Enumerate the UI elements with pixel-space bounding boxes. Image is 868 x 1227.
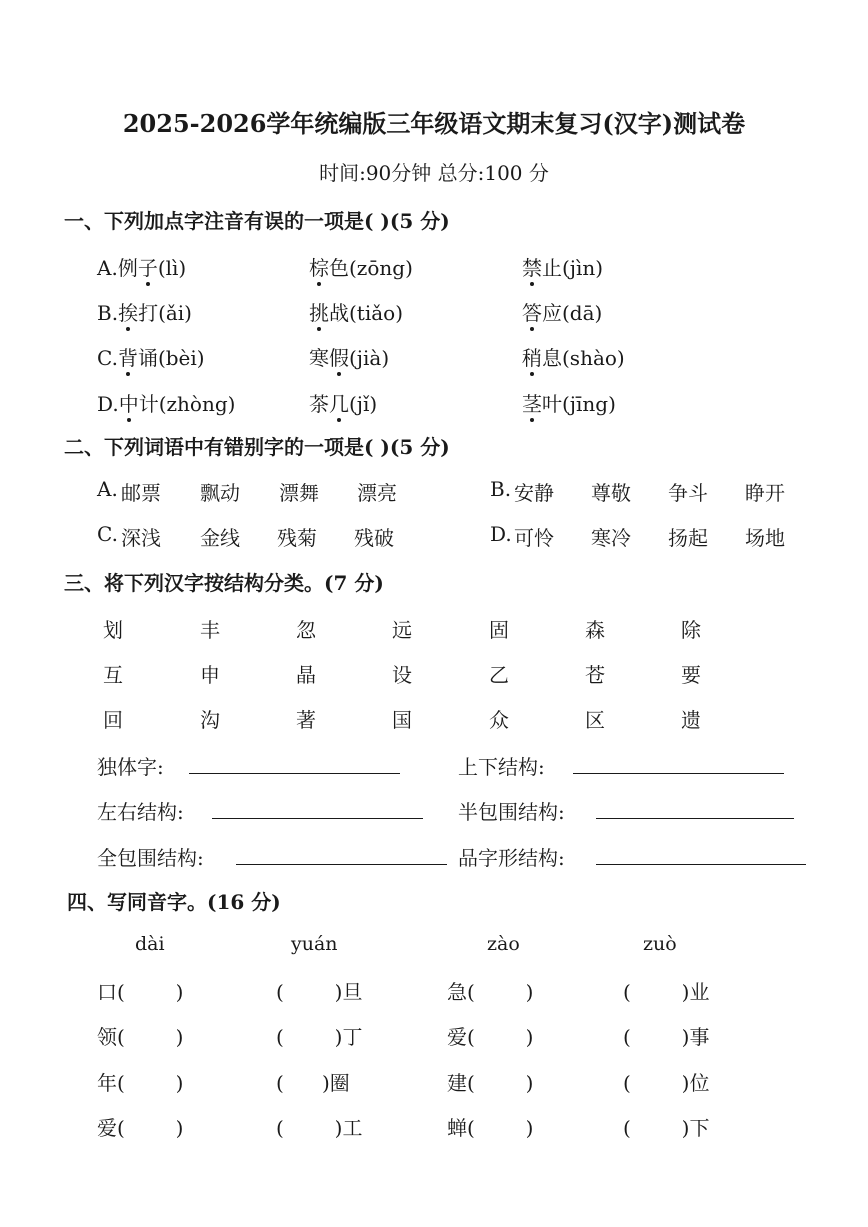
option-a-letter: A. [97, 477, 118, 501]
homophone-blank[interactable]: ( )旦 [276, 980, 363, 1004]
q1-option-d [97, 388, 235, 417]
grid-character: 固 [489, 618, 509, 642]
dotted-character: 棕 [309, 252, 329, 281]
word-character: 茶 [309, 392, 329, 416]
word-character: 打 [138, 301, 159, 325]
grid-character: 回 [103, 708, 123, 732]
option-d-word-2: 寒冷 [591, 526, 631, 550]
dotted-character: 茎 [522, 388, 542, 417]
option-b-word-3: 争斗 [668, 481, 708, 505]
pinyin-annotation: (lì) [157, 256, 187, 280]
dotted-character: 答 [522, 297, 542, 326]
pinyin-annotation: (zhòng) [158, 392, 236, 416]
option-b-word-2: 尊敬 [591, 481, 631, 505]
homophone-blank[interactable]: ( )下 [623, 1116, 710, 1140]
grid-character: 远 [392, 618, 412, 642]
label-single-structure: 独体字: [97, 755, 164, 779]
grid-character: 晶 [296, 663, 316, 687]
word-character: 叶 [542, 392, 562, 416]
section-2-heading: 二、下列词语中有错别字的一项是( )(5 分) [64, 435, 450, 459]
word-character: 色 [329, 256, 349, 280]
homophone-blank[interactable]: 年( ) [97, 1071, 184, 1095]
label-pin-shape: 品字形结构: [458, 846, 565, 870]
option-d-letter: D. [490, 522, 512, 546]
option-a-word-3: 漂舞 [279, 481, 319, 505]
grid-character: 众 [489, 708, 509, 732]
grid-character: 设 [392, 663, 412, 687]
option-a-word-1: 邮票 [121, 481, 161, 505]
grid-character: 沟 [200, 708, 220, 732]
homophone-blank[interactable]: 建( ) [447, 1071, 534, 1095]
q1-option-b [97, 297, 192, 326]
dotted-character: 几 [329, 388, 349, 417]
word-character: 战 [329, 301, 349, 325]
dotted-character: 挨 [118, 297, 138, 326]
grid-character: 互 [103, 663, 123, 687]
grid-character: 乙 [489, 663, 509, 687]
q1-option-item [309, 388, 377, 417]
pinyin-annotation: (jìn) [562, 256, 604, 280]
grid-character: 森 [585, 618, 605, 642]
q1-option-item [309, 297, 403, 326]
q1-option-item [522, 252, 603, 281]
option-d-word-3: 扬起 [668, 526, 708, 550]
grid-character: 国 [392, 708, 412, 732]
page-subtitle: 时间:90分钟 总分:100 分 [319, 161, 549, 185]
option-c-word-3: 残菊 [277, 526, 317, 550]
q1-option-c [97, 342, 205, 371]
homophone-blank[interactable]: ( )业 [623, 980, 710, 1004]
option-d-word-1: 可怜 [514, 526, 554, 550]
pinyin-annotation: (bèi) [157, 346, 205, 370]
homophone-blank[interactable]: 口( ) [97, 980, 184, 1004]
homophone-blank[interactable]: 急( ) [447, 980, 534, 1004]
dotted-character: 背 [118, 342, 138, 371]
section-4-heading: 四、写同音字。(16 分) [67, 890, 281, 914]
pinyin-yuan: yuán [291, 933, 338, 955]
grid-character: 除 [681, 618, 701, 642]
option-b-letter: B. [490, 477, 512, 501]
dotted-character: 稍 [522, 342, 542, 371]
word-character: 计 [138, 392, 159, 416]
grid-character: 遗 [681, 708, 701, 732]
homophone-blank[interactable]: 蝉( ) [447, 1116, 534, 1140]
option-letter: D. [97, 392, 119, 416]
option-c-word-1: 深浅 [121, 526, 161, 550]
label-top-bottom: 上下结构: [458, 755, 545, 779]
label-left-right: 左右结构: [97, 800, 184, 824]
option-a-word-2: 飘动 [200, 481, 240, 505]
grid-character: 丰 [200, 618, 220, 642]
homophone-blank[interactable]: ( )丁 [276, 1025, 363, 1049]
grid-character: 区 [585, 708, 605, 732]
word-character: 寒 [309, 346, 329, 370]
homophone-blank[interactable]: ( )事 [623, 1025, 710, 1049]
homophone-blank[interactable]: 爱( ) [447, 1025, 534, 1049]
dotted-character: 子 [138, 252, 158, 281]
answer-line-single-structure[interactable] [189, 772, 400, 774]
word-character: 息 [542, 346, 562, 370]
option-letter: A. [97, 256, 118, 280]
option-c-word-4: 残破 [354, 526, 394, 550]
homophone-blank[interactable]: ( )工 [276, 1116, 363, 1140]
word-character: 诵 [137, 346, 158, 370]
grid-character: 要 [681, 663, 701, 687]
option-a-word-4: 漂亮 [357, 481, 397, 505]
page-title: 2025-2026学年统编版三年级语文期末复习(汉字)测试卷 [122, 109, 746, 138]
pinyin-annotation: (jīng) [562, 392, 616, 416]
dotted-character: 中 [119, 388, 139, 417]
option-c-letter: C. [97, 522, 118, 546]
q1-option-item [522, 297, 602, 326]
grid-character: 划 [103, 618, 123, 642]
q1-option-a [97, 252, 186, 281]
pinyin-annotation: (zōng) [349, 256, 413, 280]
homophone-blank[interactable]: ( )位 [623, 1071, 710, 1095]
answer-line-left-right[interactable] [212, 817, 423, 819]
dotted-character: 挑 [309, 297, 329, 326]
q1-option-item [522, 342, 625, 371]
homophone-blank[interactable]: 爱( ) [97, 1116, 184, 1140]
option-b-word-4: 睁开 [745, 481, 785, 505]
pinyin-annotation: (shào) [562, 346, 625, 370]
q1-option-item [309, 252, 413, 281]
pinyin-annotation: (jǐ) [349, 392, 378, 416]
option-b-word-1: 安静 [514, 481, 554, 505]
option-c-word-2: 金线 [200, 526, 240, 550]
grid-character: 忽 [296, 618, 316, 642]
dotted-character: 禁 [522, 252, 542, 281]
pinyin-zao: zào [487, 933, 520, 955]
option-letter: B. [97, 301, 119, 325]
homophone-blank[interactable]: ( )圈 [276, 1071, 350, 1095]
pinyin-annotation: (jià) [349, 346, 390, 370]
pinyin-dai: dài [135, 933, 165, 955]
pinyin-zuo: zuò [643, 933, 677, 955]
grid-character: 著 [296, 708, 316, 732]
word-character: 止 [542, 256, 562, 280]
section-1-heading: 一、下列加点字注音有误的一项是( )(5 分) [64, 209, 450, 233]
dotted-character: 假 [329, 342, 349, 371]
pinyin-annotation: (ǎi) [158, 301, 192, 325]
word-character: 例 [117, 256, 138, 280]
q1-option-item [309, 342, 389, 371]
grid-character: 苍 [585, 663, 605, 687]
q1-option-item [522, 388, 616, 417]
homophone-blank[interactable]: 领( ) [97, 1025, 184, 1049]
option-letter: C. [97, 346, 118, 370]
answer-line-full-enclosed[interactable] [236, 863, 447, 865]
label-half-enclosed: 半包围结构: [458, 800, 565, 824]
pinyin-annotation: (tiǎo) [349, 301, 404, 325]
option-d-word-4: 场地 [745, 526, 785, 550]
grid-character: 申 [200, 663, 220, 687]
section-3-heading: 三、将下列汉字按结构分类。(7 分) [64, 571, 384, 595]
answer-line-pin-shape[interactable] [596, 863, 806, 865]
label-full-enclosed: 全包围结构: [97, 846, 204, 870]
answer-line-half-enclosed[interactable] [596, 817, 794, 819]
word-character: 应 [542, 301, 562, 325]
answer-line-top-bottom[interactable] [573, 772, 784, 774]
pinyin-annotation: (dā) [562, 301, 603, 325]
